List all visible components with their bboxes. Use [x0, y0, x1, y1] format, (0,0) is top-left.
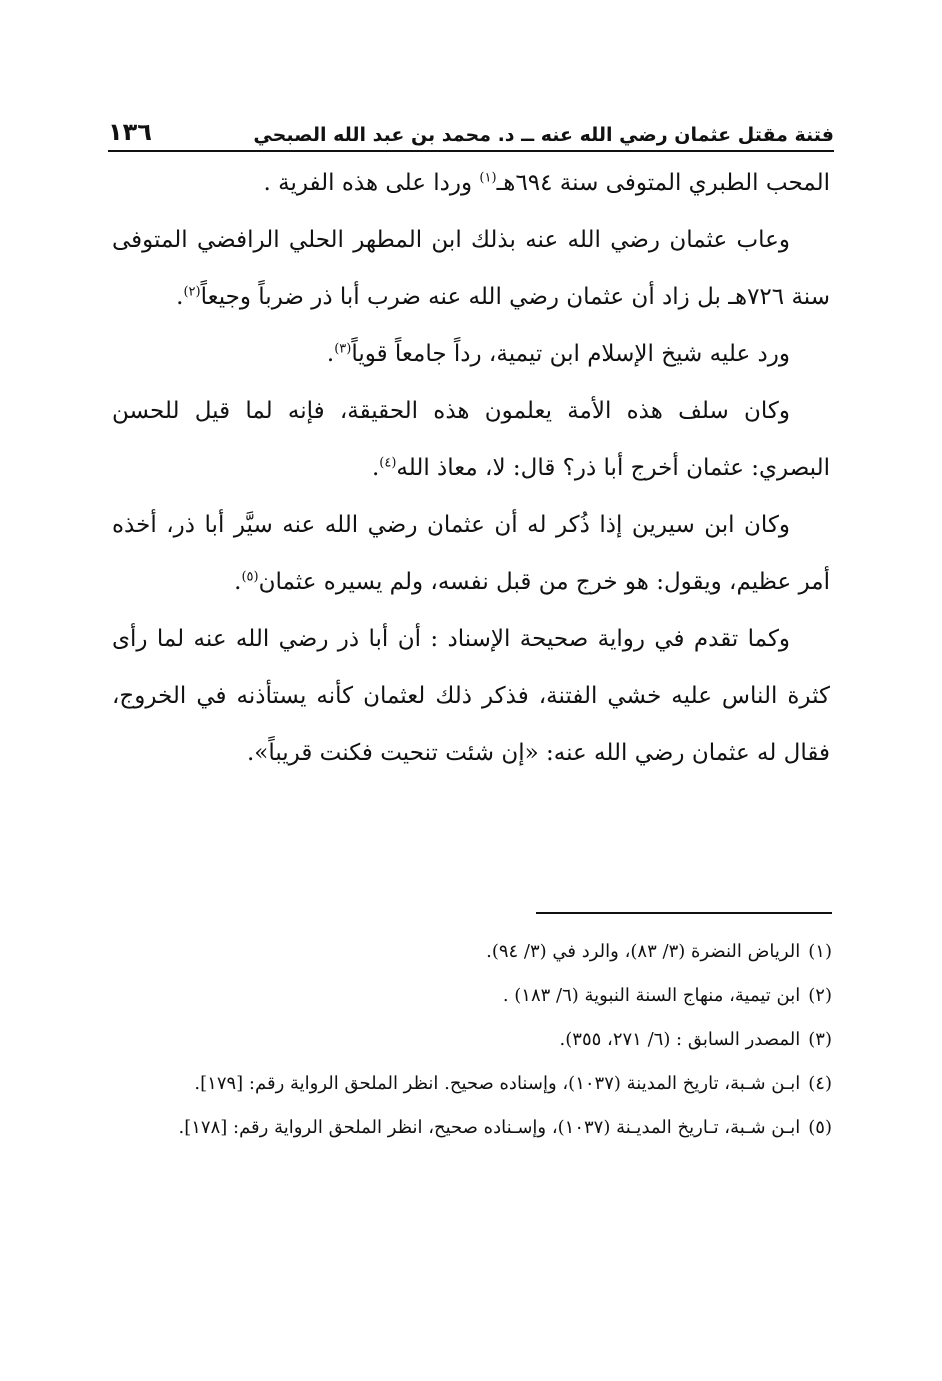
paragraph-3	[112, 326, 830, 383]
footnote-separator	[536, 912, 832, 914]
footnote-4-text: ابـن شـبة، تاريخ المدينة (١٠٣٧)، وإسناده صحيح. انظر الملحق الرواية رقم: [١٧٩].	[194, 1073, 801, 1094]
footnote-ref-3[interactable]: (٣)	[334, 341, 352, 357]
paragraph-6: وكما تقدم في رواية صحيحة الإسناد : أن أبا ذر رضي الله عنه لما رأى كثرة الناس عليه خشي الفتنة، فذكر ذلك لعثمان كأنه يستأذنه في الخروج، فقال له عثمان رضي الله عنه: «إن شئت تنحيت فكنت قريباً».	[112, 626, 830, 766]
footnote-5-number: (٥)	[808, 1117, 832, 1138]
footnote-1-number: (١)	[808, 941, 832, 962]
footnote-5-text: ابـن شـبة، تـاريخ المديـنة (١٠٣٧)، وإسـناده صحيح، انظر الملحق الرواية رقم: [١٧٨].	[178, 1117, 801, 1138]
footnote-2-text: ابن تيمية، منهاج السنة النبوية (٦/ ١٨٣) .	[502, 985, 801, 1006]
footnote-4	[112, 1062, 832, 1106]
main-text	[112, 155, 830, 782]
footnote-ref-5[interactable]: (٥)	[241, 569, 259, 585]
footnote-5	[112, 1106, 832, 1150]
paragraph-2-text-end: .	[176, 284, 184, 310]
footnote-3-number: (٣)	[808, 1029, 832, 1050]
paragraph-3-text: ورد عليه شيخ الإسلام ابن تيمية، رداً جامعاً قوياً	[351, 341, 790, 367]
footnote-ref-1[interactable]: (١)	[479, 170, 497, 186]
paragraph-4-text: وكان سلف هذه الأمة يعلمون هذه الحقيقة، فإنه لما قيل للحسن البصري: عثمان أخرج أبا ذر؟ قال: لا، معاذ الله	[112, 398, 830, 481]
paragraph-5	[112, 497, 830, 611]
footnote-2	[112, 974, 832, 1018]
paragraph-1-text-end: وردا على هذه الفرية .	[263, 170, 480, 196]
paragraph-5-text: وكان ابن سيرين إذا ذُكر له أن عثمان رضي الله عنه سيَّر أبا ذر، أخذه أمر عظيم، ويقول: هو خرج من قبل نفسه، ولم يسيره عثمان	[112, 512, 830, 595]
paragraph-4	[112, 383, 830, 497]
footnote-1-text: الرياض النضرة (٣/ ٨٣)، والرد في (٣/ ٩٤).	[486, 941, 801, 962]
paragraph-5-text-end: .	[234, 569, 242, 595]
footnote-3	[112, 1018, 832, 1062]
footnote-ref-2[interactable]: (٢)	[183, 284, 201, 300]
paragraph-4-text-end: .	[371, 455, 380, 481]
paragraph-1-text: المحب الطبري المتوفى سنة ٦٩٤هـ	[496, 170, 830, 196]
footnote-2-number: (٢)	[808, 985, 832, 1006]
running-title: فتنة مقتل عثمان رضي الله عنه ــ د. محمد بن عبد الله الصبحي	[253, 124, 834, 146]
footnotes	[112, 930, 832, 1150]
page-header	[108, 100, 834, 146]
paragraph-1	[112, 155, 830, 212]
footnote-1	[112, 930, 832, 974]
paragraph-2	[112, 212, 830, 326]
footnote-4-number: (٤)	[808, 1073, 832, 1094]
footnote-ref-4[interactable]: (٤)	[379, 455, 397, 471]
paragraph-2-text: وعاب عثمان رضي الله عنه بذلك ابن المطهر الحلي الرافضي المتوفى سنة ٧٢٦هـ بل زاد أن عثمان رضي الله عنه ضرب أبا ذر ضرباً وجيعاً	[112, 227, 830, 310]
footnote-3-text: المصدر السابق : (٦/ ٢٧١، ٣٥٥).	[559, 1029, 801, 1050]
page-number: ١٣٦	[108, 118, 152, 146]
header-rule	[108, 150, 834, 152]
paragraph-3-text-end: .	[326, 341, 335, 367]
